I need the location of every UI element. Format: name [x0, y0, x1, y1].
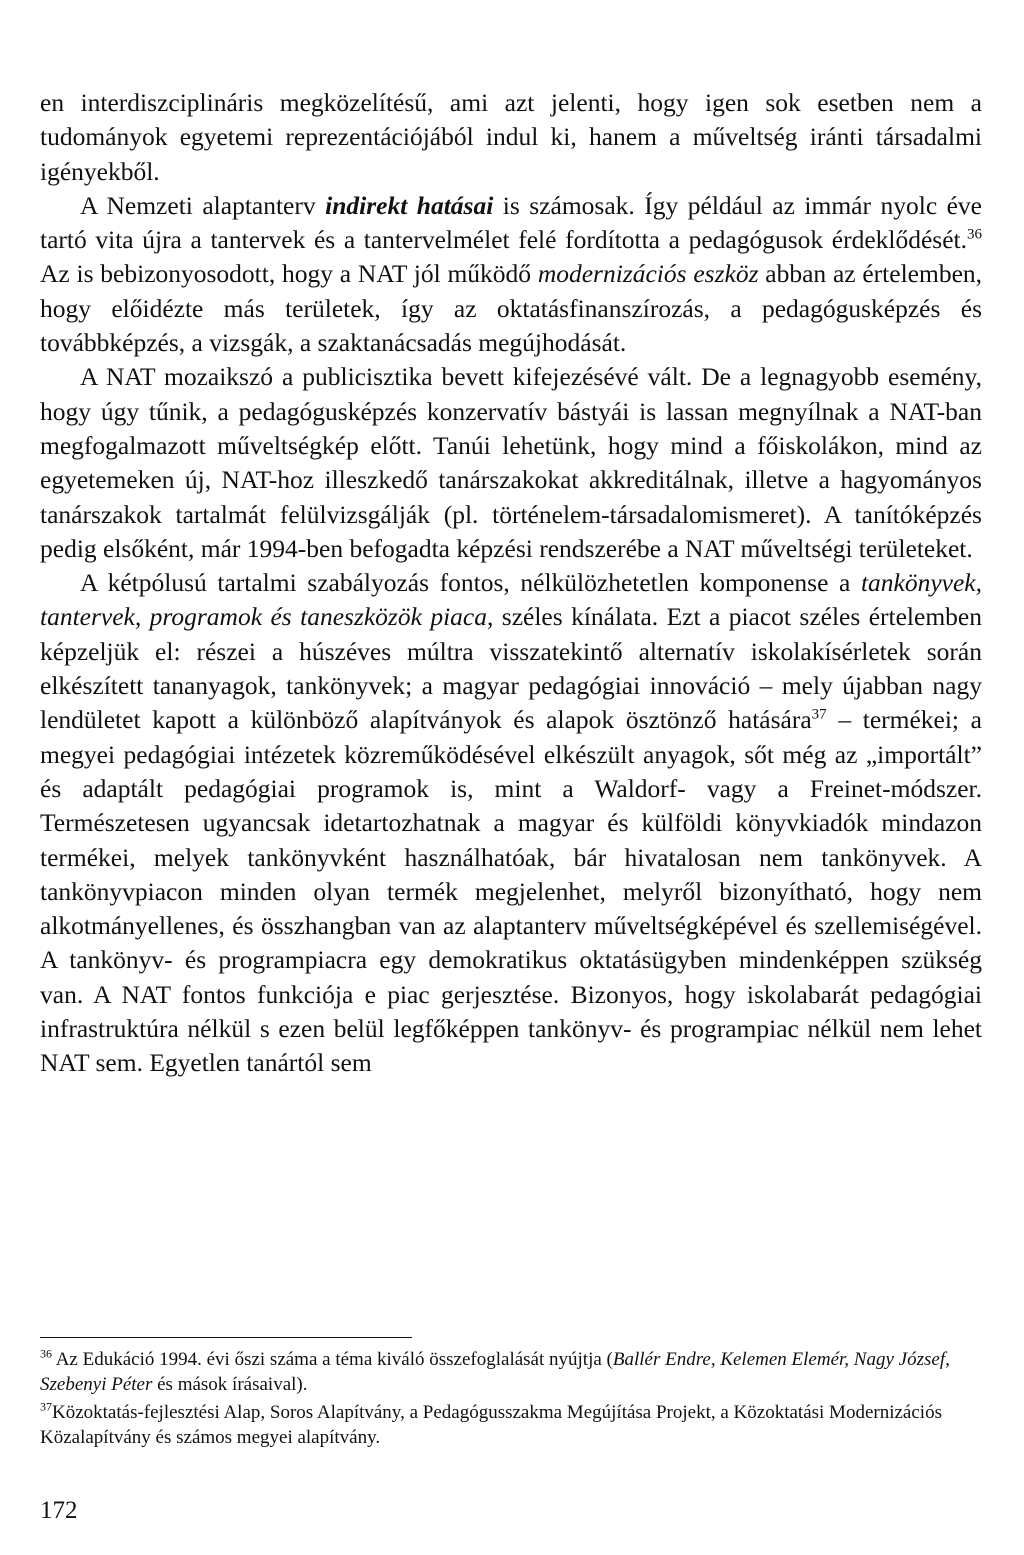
paragraph-1: en interdiszciplináris megközelítésű, ami azt jelenti, hogy igen sok esetben nem a tudományok egyetemi reprezentációjából indul ki, hanem a műveltség iránti társadalmi igényekből. — [40, 88, 982, 186]
p2-text-a: A Nemzeti alaptanterv — [80, 190, 326, 220]
footnote-36-text-a: Az Edukáció 1994. évi őszi száma a téma kiváló összefoglalását nyújtja ( — [52, 1349, 613, 1370]
paragraph-3: A NAT mozaikszó a publicisztika bevett kifejezésévé vált. De a legnagyobb esemény, hogy úgy tűnik, a pedagógusképzés konzervatív bástyái is lassan megnyílnak a NAT-ban megfogalmazott műveltségkép előtt. Tanúi lehetünk, hogy mind a főiskolákon, mind az egyetemeken új, NAT-hoz illeszkedő tanárszakokat akkreditálnak, illetve a hagyományos tanárszakok tartalmát felülvizsgálják (pl. történelem-társadalomismeret). A tanítóképzés pedig elsőként, már 1994-ben befogadta képzési rendszerébe a NAT műveltségi területeket. — [40, 362, 982, 563]
paragraph-2 — [40, 189, 982, 360]
p2-emphasis-indirekt: indirekt hatásai — [325, 190, 494, 220]
footnote-36-authors: Ballér Endre, Kelemen Elemér, Nagy József, Szebenyi Péter — [40, 1349, 950, 1395]
footnotes — [40, 1347, 982, 1453]
footnote-37-text: Közoktatás-fejlesztési Alap, Soros Alapítvány, a Pedagógusszakma Megújítása Projekt, a Közoktatási Modernizációs Közalapítvány és számos megyei alapítvány. — [40, 1402, 942, 1448]
footnote-36 — [40, 1347, 982, 1397]
footnote-37-number: 37 — [40, 1399, 52, 1414]
p4-emphasis-piac: tankönyvek, tantervek, programok és taneszközök piaca — [40, 568, 982, 632]
p2-text-d: Az is bebizonyosodott, hogy a NAT jól működő — [40, 259, 538, 289]
p2-emphasis-modernizacios: modernizációs eszköz — [537, 259, 759, 289]
p4-text-d: – termékei; a megyei pedagógiai intézetek közreműködésével elkészült anyagok, sőt még az „importált” és adaptált pedagógiai programok is, mint a Waldorf- vagy a Freinet-módszer. Természetesen ugyancsak idetartozhatnak a magyar és külföldi könyvkiadók mindazon termékei, melyek tankönyvként használhatóak, bár hivatalosan nem tankönyvek. A tankönyvpiacon minden olyan termék megjelenhet, melyről bizonyítható, hogy nem alkotmányellenes, és összhangban van az alaptanterv műveltségképével és szellemiségével. A tankönyv- és programpiacra egy demokratikus oktatásügyben mindenképpen szükség van. A NAT fontos funkciója e piac gerjesztése. Bizonyos, hogy iskolabarát pedagógiai infrastruktúra nélkül s ezen belül legfőképpen tankönyv- és programpiac nélkül nem lehet NAT sem. Egyetlen tanártól sem — [40, 705, 982, 1078]
p2-text-c: is számosak. Így például az immár nyolc éve tartó vita újra a tantervek és a tantervelmélet felé fordította a pedagógusok érdeklődését. — [40, 190, 983, 255]
page-number: 172 — [40, 1497, 78, 1524]
p2-text-f: abban az értelemben, hogy előidézte más területek, így az oktatásfinanszírozás, a pedagógusképzés és továbbképzés, a vizsgák, a szaktanácsadás megújhodását. — [40, 259, 983, 358]
footnote-ref-36[interactable]: 36 — [967, 226, 982, 243]
footnote-37 — [40, 1400, 982, 1450]
p4-text-a: A kétpólusú tartalmi szabályozás fontos, nélkülözhetetlen komponense a — [80, 568, 861, 598]
footnote-divider — [40, 1337, 412, 1338]
footnote-ref-37[interactable]: 37 — [811, 706, 827, 723]
footnote-36-text-c: és mások írásaival). — [152, 1374, 308, 1395]
page-body — [40, 86, 982, 1081]
footnote-36-number: 36 — [40, 1346, 52, 1361]
p4-text-c: , széles kínálata. Ezt a piacot széles értelemben képzeljük el: részei a húszéves múltra visszatekintő alternatív iskolakísérletek során elkészített tananyagok, tankönyvek; a magyar pedagógiai innováció – mely újabban nagy lendületet kapott a különböző alapítványok és alapok ösztönző hatására — [40, 602, 982, 735]
paragraph-4 — [40, 566, 982, 1080]
